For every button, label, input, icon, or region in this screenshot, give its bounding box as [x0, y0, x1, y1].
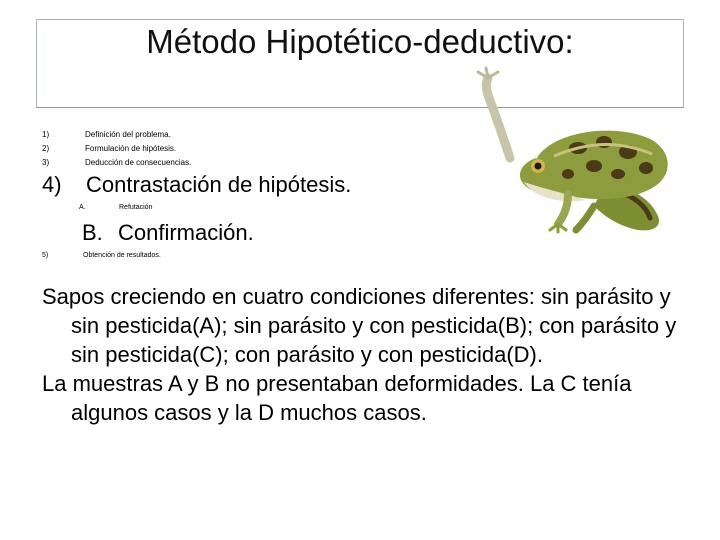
substep-a-text: Refutación: [119, 204, 153, 211]
substep-a: [79, 202, 153, 214]
step-text: Formulación de hipótesis.: [85, 144, 177, 153]
frog-illustration: [418, 66, 676, 236]
step-number: 3): [42, 158, 50, 167]
step-number: 2): [42, 144, 50, 153]
step-text: Definición del problema.: [85, 130, 171, 139]
substep-b-label: B.: [82, 220, 103, 245]
body-text: [42, 282, 682, 427]
frog-image: [418, 66, 676, 236]
substep-a-label: A.: [79, 204, 86, 211]
step-4-number: 4): [42, 172, 62, 197]
paragraph-results: La muestras A y B no presentaban deformidades. La C tenía algunos casos y la D muchos casos.: [42, 371, 632, 425]
step-text: Deducción de consecuencias.: [85, 158, 192, 167]
step-5-number: 5): [42, 252, 49, 259]
step-5: [42, 250, 161, 262]
step-5-text: Obtención de resultados.: [83, 252, 161, 259]
slide-title: Método Hipotético-deductivo:: [146, 23, 574, 60]
step-4-text: Contrastación de hipótesis.: [86, 172, 352, 197]
substep-b: [82, 218, 254, 248]
substep-b-text: Confirmación.: [118, 220, 254, 245]
step-number: 1): [42, 130, 50, 139]
paragraph-conditions: Sapos creciendo en cuatro condiciones diferentes: sin parásito y sin pesticida(A); sin parásito y con pesticida(B); con parásito y sin pesticida(C); con parásito y con pesticida(D).: [42, 284, 677, 367]
